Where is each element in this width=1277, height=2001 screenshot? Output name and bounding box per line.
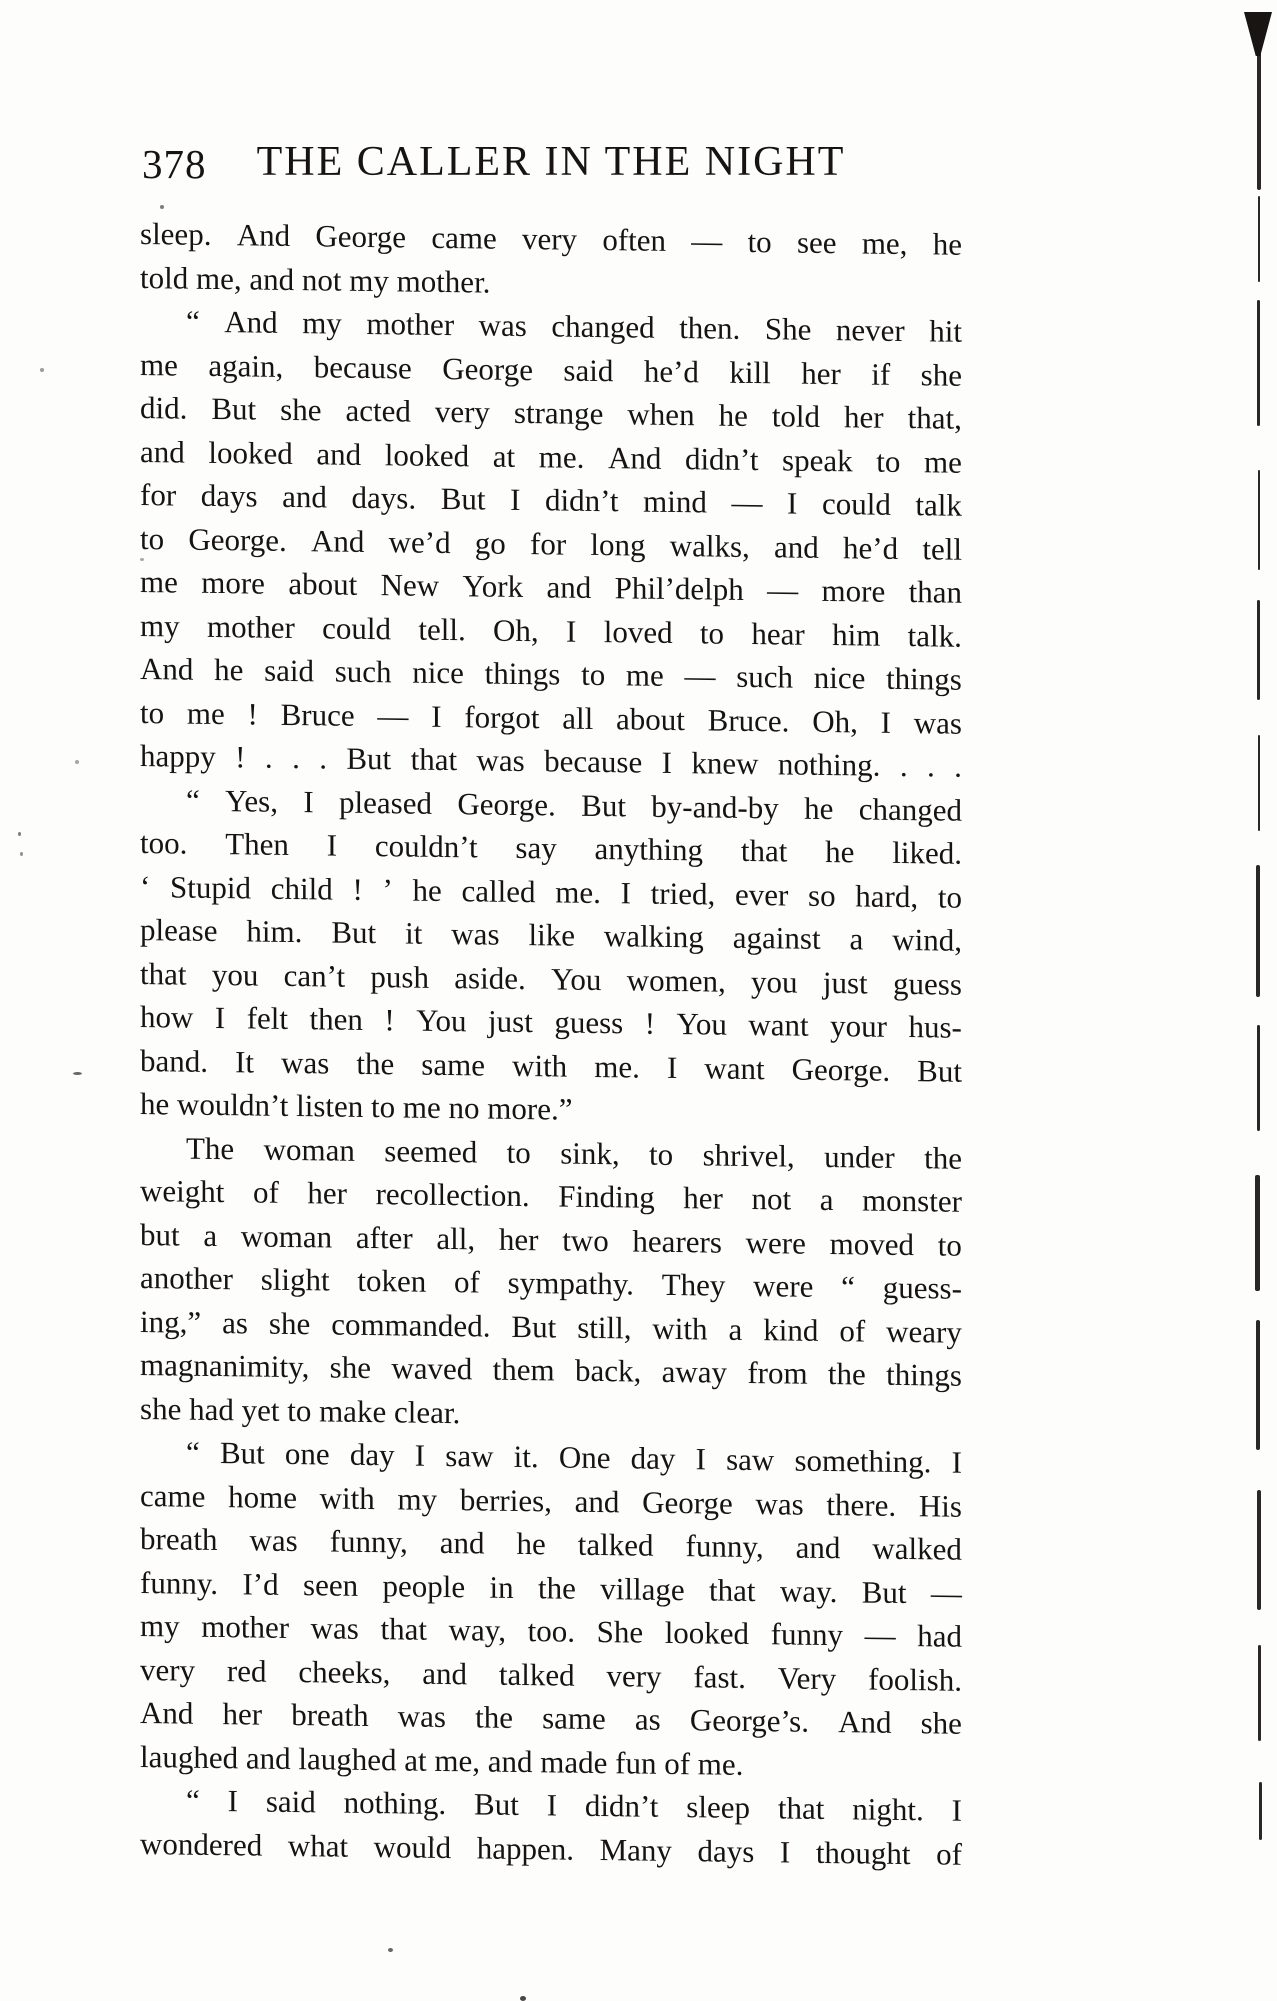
scan-speck: [75, 760, 79, 764]
text-line: told me, and not my mother.: [140, 259, 491, 300]
scan-edge-mark: [1257, 52, 1261, 190]
body-text: [140, 212, 962, 1876]
scan-edge-mark: [1256, 865, 1260, 997]
text-line: “ I said nothing. But I didn’t sleep that night. I: [186, 1782, 962, 1828]
text-line: sleep. And George came very often — to see me, he: [140, 216, 962, 262]
paragraph: [140, 778, 962, 1137]
text-line: ing,” as she commanded. But still, with a kind of weary: [140, 1303, 962, 1350]
scan-speck: [20, 852, 23, 856]
scan-edge-mark: [1259, 1782, 1262, 1840]
scan-edge-mark: [1258, 196, 1260, 282]
scan-artifact-top-wedge: [1244, 12, 1272, 56]
scan-speck: [140, 558, 144, 561]
text-line: “ Yes, I pleased George. But by-and-by he changed: [186, 782, 962, 828]
text-line: ‘ Stupid child ! ’ he called me. I tried, ever so hard, to: [140, 868, 962, 915]
text-line: my mother was that way, too. She looked funny — had: [140, 1608, 962, 1654]
text-line: me again, because George said he’d kill her if she: [140, 346, 962, 393]
paragraph: [140, 1430, 962, 1789]
text-line: weight of her recollection. Finding her not a monster: [140, 1173, 962, 1219]
scan-speck: [40, 368, 44, 372]
text-line: The woman seemed to sink, to shrivel, under the: [186, 1130, 962, 1176]
scan-edge-mark: [1257, 1025, 1260, 1131]
running-header: [140, 138, 962, 188]
text-line: breath was funny, and he talked funny, and walked: [140, 1521, 962, 1567]
scan-edge-mark: [1257, 300, 1260, 426]
text-line: that you can’t push aside. You women, you just guess: [140, 955, 962, 1002]
scan-edge-mark: [1257, 600, 1260, 700]
scan-edge-mark: [1257, 1490, 1261, 1610]
scan-speck: [18, 832, 21, 836]
running-title: THE CALLER IN THE NIGHT: [256, 139, 846, 185]
text-line: me more about New York and Phil’delph — more than: [140, 564, 962, 610]
text-line: wondered what would happen. Many days I thought of: [140, 1825, 962, 1872]
scan-speck: [388, 1948, 393, 1952]
text-line: band. It was the same with me. I want George. But: [140, 1042, 962, 1089]
text-line: and looked and looked at me. And didn’t speak to me: [140, 433, 962, 480]
text-line: please him. But it was like walking against a wind,: [140, 912, 962, 958]
text-line: to George. And we’d go for long walks, and he’d tell: [140, 520, 962, 567]
scan-edge-mark: [1256, 1320, 1260, 1450]
scan-speck: [73, 1072, 82, 1075]
text-line: laughed and laughed at me, and made fun of me.: [140, 1738, 744, 1782]
text-line: funny. I’d seen people in the village that way. But —: [140, 1564, 962, 1611]
text-line: very red cheeks, and talked very fast. Very foolish.: [140, 1651, 962, 1698]
text-line: my mother could tell. Oh, I loved to hear him talk.: [140, 607, 962, 654]
scan-speck: [160, 205, 164, 209]
text-line: happy ! . . . But that was because I knew nothing. . . .: [140, 738, 962, 784]
text-line: to me ! Bruce — I forgot all about Bruce. Oh, I was: [140, 694, 962, 741]
paragraph: [140, 299, 962, 788]
scan-speck: [430, 1838, 434, 1841]
scan-edge-mark: [1258, 1645, 1261, 1741]
scan-edge-mark: [1255, 1175, 1260, 1291]
text-line: too. Then I couldn’t say anything that he liked.: [140, 825, 962, 871]
scan-edge-mark: [1258, 735, 1260, 831]
text-line: came home with my berries, and George was there. His: [140, 1477, 962, 1524]
page-number: 378: [142, 141, 207, 187]
text-line: And he said such nice things to me — such nice things: [140, 651, 962, 697]
text-line: he wouldn’t listen to me no more.”: [140, 1086, 573, 1127]
scan-speck: [520, 1996, 526, 2001]
paragraph: [140, 1126, 962, 1441]
text-line: but a woman after all, her two hearers were moved to: [140, 1216, 962, 1263]
text-line: another slight token of sympathy. They were “ guess-: [140, 1260, 962, 1306]
text-line: And her breath was the same as George’s. And she: [140, 1695, 962, 1741]
text-line: magnanimity, she waved them back, away from the things: [140, 1347, 962, 1393]
paragraph: [140, 212, 962, 310]
text-line: she had yet to make clear.: [140, 1390, 461, 1430]
text-line: “ And my mother was changed then. She never hit: [186, 303, 962, 349]
text-line: “ But one day I saw it. One day I saw something. I: [186, 1434, 962, 1480]
text-line: did. But she acted very strange when he told her that,: [140, 390, 962, 436]
text-line: for days and days. But I didn’t mind — I could talk: [140, 477, 962, 523]
paragraph: [140, 1778, 962, 1876]
text-line: how I felt then ! You just guess ! You want your hus-: [140, 999, 962, 1045]
scan-edge-mark: [1258, 470, 1260, 570]
